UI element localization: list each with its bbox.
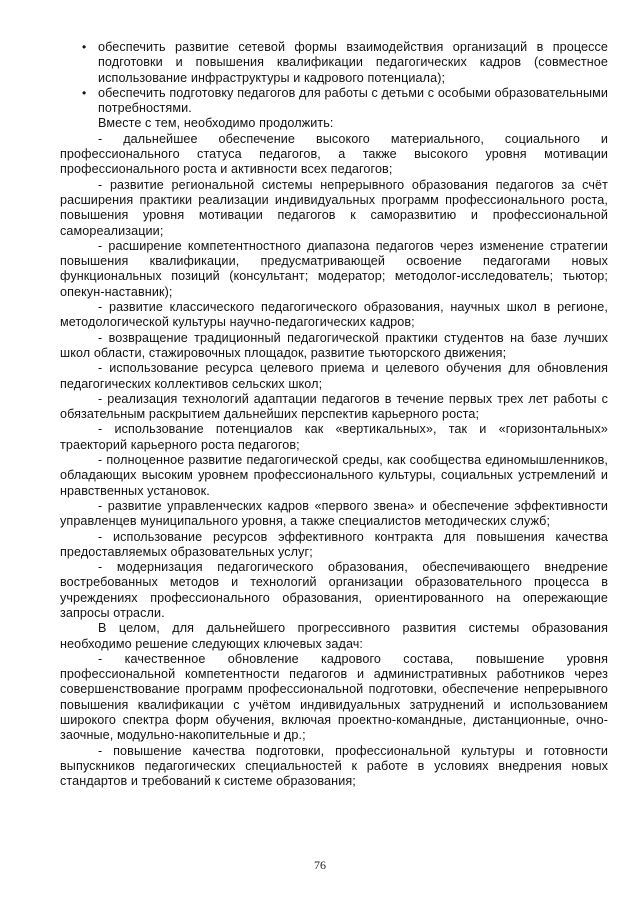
summary-paragraph: В целом, для дальнейшего прогрессивного развития системы образования необходимо решение следующих ключевых задач: bbox=[60, 621, 608, 651]
document-page bbox=[60, 40, 608, 790]
list-paragraph: - развитие региональной системы непрерывного образования педагогов за счёт расширения практики реализации индивидуальных программ профессионального роста, повышения уровня мотивации педагогов к саморазвитию и профессиональной самореализации; bbox=[60, 177, 608, 238]
list-paragraph: - дальнейшее обеспечение высокого материального, социального и профессионального статуса педагогов, а также высокого уровня мотивации профессионального роста и активности всех педагогов; bbox=[60, 131, 608, 177]
list-paragraph: - использование потенциалов как «вертикальных», так и «горизонтальных» траекторий карьерного роста педагогов; bbox=[60, 422, 608, 452]
list-paragraph: - полноценное развитие педагогической среды, как сообщества единомышленников, обладающих высоким уровнем профессионального культуры, социальных устремлений и нравственных установок. bbox=[60, 453, 608, 498]
list-paragraph: - использование ресурсов эффективного контракта для повышения качества предоставляемых образовательных услуг; bbox=[60, 529, 608, 559]
list-paragraph: - качественное обновление кадрового состава, повышение уровня профессиональной компетентности педагогов и административных работников через совершенствование программ профессиональной подготовки, обеспечение непрерывного повышения квалификации с учётом индивидуальных затруднений и использованием широкого спектра форм обучения, включая проектно-командные, дистанционные, очно-заочные, модульно-накопительные и др.; bbox=[60, 651, 608, 743]
bullet-item bbox=[60, 40, 608, 86]
list-paragraph: - развитие управленческих кадров «первого звена» и обеспечение эффективности управленцев муниципального уровня, а также специалистов методических служб; bbox=[60, 498, 608, 529]
list-paragraph: - модернизация педагогического образования, обеспечивающего внедрение востребованных методов и технологий организации образовательного процесса в учреждениях профессионального образования, ориентированного на опережающие запросы отрасли. bbox=[60, 560, 608, 620]
intro-paragraph: Вместе с тем, необходимо продолжить: bbox=[98, 116, 334, 131]
list-paragraph: - развитие классического педагогического образования, научных школ в регионе, методологической культуры научно-педагогических кадров; bbox=[60, 300, 608, 330]
bullet-item bbox=[60, 86, 608, 117]
bullet-icon: • bbox=[82, 85, 87, 100]
bullet-list bbox=[60, 40, 608, 116]
page-number: 76 bbox=[314, 858, 326, 872]
bullet-icon: • bbox=[82, 40, 87, 54]
list-paragraph: - возвращение традиционный педагогической практики студентов на базе лучших школ области, стажировочных площадок, развитие тьюторского движения; bbox=[60, 330, 608, 360]
list-paragraph: - реализация технологий адаптации педагогов в течение первых трех лет работы с обязательным раскрытием дальнейших перспектив карьерного роста; bbox=[60, 391, 608, 422]
bullet-text: обеспечить развитие сетевой формы взаимодействия организаций в процессе подготовки и повышения квалификации педагогических кадров (совместное использование инфраструктуры и кадрового потенциала); bbox=[98, 40, 608, 85]
list-paragraph: - использование ресурса целевого приема и целевого обучения для обновления педагогических коллективов сельских школ; bbox=[60, 361, 608, 391]
bullet-text: обеспечить подготовку педагогов для работы с детьми с особыми образовательными потребностями. bbox=[98, 85, 608, 116]
list-paragraph: - расширение компетентностного диапазона педагогов через изменение стратегии повышения квалификации, предусматривающей освоение педагогами новых функциональных позиций (консультант; модератор; методолог-исследователь; тьютор; опекун-наставник); bbox=[60, 238, 608, 299]
list-paragraph: - повышение качества подготовки, профессиональной культуры и готовности выпускников педагогических специальностей к работе в условиях внедрения новых стандартов и требований к системе образования; bbox=[60, 743, 608, 789]
